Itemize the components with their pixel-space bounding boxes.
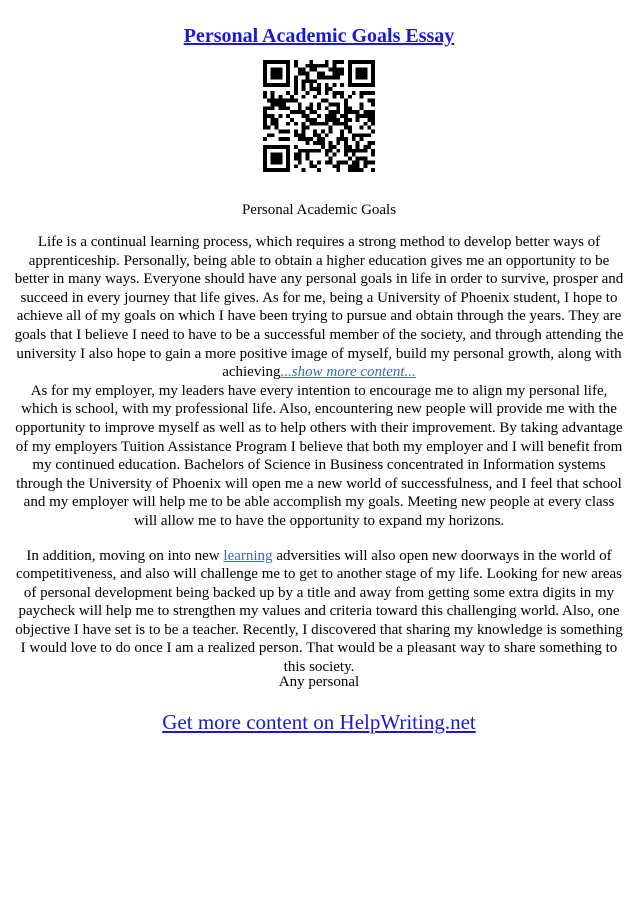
learning-link[interactable]: learning — [223, 547, 273, 564]
paragraph-1-text: Life is a continual learning process, which requires a strong method to develop better ways of apprenticeship. Personally, being able to obtain a higher education gives me an opportunity to be better in many ways. Everyone should have any personal goals in life in order to survive, prosper and succeed in every journey that life gives. As for me, being a University of Phoenix student, I hope to achieve all of my goals on which I have been trying to pursue and obtain through the years. They are goals that I believe I need to have to be a successful member of the society, and through attending the university I also hope to gain a more positive image of myself, build my personal growth, along with achieving — [14, 234, 624, 381]
paragraph-3 — [14, 547, 624, 677]
paragraph-2: As for my employer, my leaders have every intention to encourage me to align my personal life, which is school, with my professional life. Also, encountering new people will provide me with the opportunity to improve myself as well as to help others with their improvement. By taking advantage of my employers Tuition Assistance Program I believe that both my employer and I will benefit from my continued education. Bachelors of Science in Business concentrated in Information systems through the University of Phoenix will open me a new world of successfulness, and I feel that school and my employer will help me to be able accomplish my goals. Meeting new people at every class will allow me to have the opportunity to expand my horizons. — [15, 382, 623, 529]
essay-title-link[interactable]: Personal Academic Goals Essay — [183, 25, 455, 47]
essay-title — [0, 24, 638, 48]
paragraph-3-text-before: In addition, moving on into new — [26, 547, 224, 564]
trailing-text: Any personal — [278, 674, 360, 690]
cta-link[interactable]: Get more content on HelpWriting.net — [162, 710, 476, 734]
show-more-link[interactable]: ...show more content... — [280, 364, 416, 381]
cta — [0, 709, 638, 735]
essay-body — [14, 233, 624, 677]
essay-subtitle: Personal Academic Goals — [241, 202, 397, 218]
paragraph-spacer — [14, 531, 624, 547]
qr-code-icon — [263, 60, 375, 172]
paragraph-3-text-after: adversities will also open new doorways in the world of competitiveness, and also will challenge me to get to another stage of my life. Looking for new areas of personal development being backed up by a title and away from getting some extra digits in my paycheck will help me to strengthen my values and criteria toward this challenging world. Also, one objective I have set is to be a teacher. Recently, I discovered that sharing my knowledge is something I would love to do once I am a realized person. That would be a pleasant way to share something to this society. — [15, 547, 623, 676]
paragraph-1 — [14, 233, 624, 382]
